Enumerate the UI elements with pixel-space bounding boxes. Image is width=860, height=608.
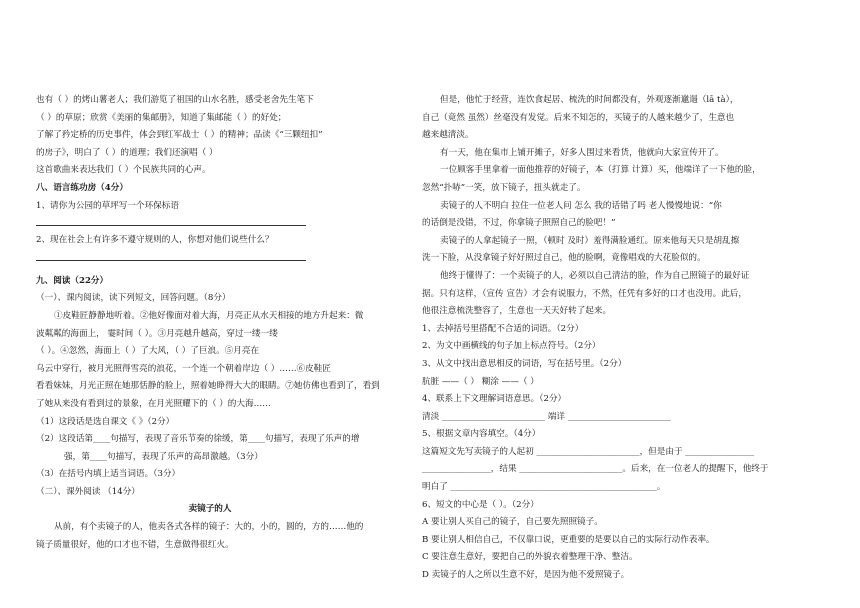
text-line: （1）这段话是选自课文《 》（2分） <box>36 416 175 427</box>
text-line: 他终于懂得了：一个卖镜子的人，必须以自己清洁的脸，作为自己照镜子的最好证 <box>440 270 750 281</box>
text-line: 了她从来没有看到过的景象，在月光照耀下的（ ）的大海…… <box>36 398 271 409</box>
text-line: 明白了 ________________________________________________。 <box>422 482 666 493</box>
text-line: 的房子》，明白了（ ）的道理；我们还演唱（ ） <box>36 147 218 158</box>
text-line: （一）、课内阅读，读下列短文，回答问题。（8分） <box>36 293 231 304</box>
text-line: 强，第____句描写，表现了乐声的高昂激越。（3分） <box>64 451 263 462</box>
text-line: 这篇短文先写卖镜子的人起初 ________________________，但是由于 ________________ <box>422 446 755 457</box>
text-line: 但是，他忙于经营，连饮食起居、梳洗的时间都没有，外观逐渐邋遢（lā tà）， <box>440 95 739 105</box>
text-line: 1、去掉括号里搭配不合适的词语。（2分） <box>422 323 584 334</box>
text-line: （2）这段话第____句描写，表现了音乐节奏的徐缓，第____句描写，表现了乐声的增 <box>36 434 360 445</box>
text-line: 了解了矜定桥的历史事件，体会到红军战士（ ）的精神；品读《“三颗纽扣” <box>36 130 323 141</box>
section-heading: 九、阅读（22分） <box>36 275 109 286</box>
text-line: ________________，结果 ________________________。后来，在一位老人的提醒下，他终于 <box>422 464 769 475</box>
text-line: 5、根据文章内容填空。（4分） <box>422 429 541 440</box>
text-line: 6、短文的中心是（ ）。（2分） <box>422 499 539 510</box>
text-line: （ ）的草原；欣赏《美丽的集邮册》，知道了集邮能（ ）的好处； <box>36 112 287 123</box>
text-line: （二）、课外阅读 （14分） <box>36 486 140 497</box>
text-line: （ ）。④忽然，海面上（ ）了大风，（ ）了巨浪。⑤月亮在 <box>36 346 260 357</box>
text-line: 洗一下脸，从没拿镜子好好照过自己，他的脸啊，竟像唱戏的大花脸似的。 <box>422 253 706 264</box>
text-line: （3）在括号内填上适当词语。（3分） <box>36 469 181 480</box>
text-line: 有一天，他在集市上铺开摊子，好多人围过来看货，他就向大家宣传开了。 <box>440 147 724 158</box>
text-line: 看看妹妹，月光正照在她那恬静的脸上，照着她睁得大大的眼睛。⑦她仿佛也看到了，看到 <box>36 381 380 392</box>
text-line: A 要让别人买自己的镜子，自己要先照照镜子。 <box>422 517 603 528</box>
answer-line <box>36 215 306 226</box>
answer-line <box>36 250 306 261</box>
text-line: 镜子质量很好，他的口才也不错，生意做得很红火。 <box>36 539 234 550</box>
text-line: 从前，有个卖镜子的人，他卖各式各样的镜子：大的，小的，圆的，方的……他的 <box>54 522 364 533</box>
text-line: 卖镜子的人不明白 拉住一位老人问 怎么 我的话错了吗 老人慢慢地说：“你 <box>440 200 722 211</box>
right-column <box>422 92 778 585</box>
text-line: 忽然“扑哧”一笑，放下镜子，扭头就走了。 <box>422 182 586 193</box>
text-line: 2、现在社会上有许多不遵守规则的人，你想对他们说些什么？ <box>36 235 274 246</box>
section-heading: 八、语言练功房（4分） <box>36 182 128 193</box>
text-line: 据。只有这样，（宣传 宣告）才会有说服力，不然，任凭有多好的口才也没用。此后， <box>422 288 747 299</box>
text-line: 卖镜子的人拿起镜子一照，（顿时 及时）羞得满脸通红。原来他每天只是胡乱擦 <box>440 235 740 246</box>
text-line: 这首歌曲来表达我们（ ）个民族共同的心声。 <box>36 165 211 176</box>
text-line: ①皮鞋匠静静地听着。②他好像面对着大海，月亮正从水天相接的地方升起来：微 <box>54 310 364 321</box>
text-line: 一位顾客手里拿着一面他推荐的好镜子，本（打算 计算）买，他端详了一下他的脸， <box>440 165 761 176</box>
text-line: C 要注意生意好，要把自己的外貌衣着整理干净、整洁。 <box>422 552 638 563</box>
text-line: 的话倒是没错，不过，你拿镜子照照自己的脸吧！” <box>422 218 616 229</box>
text-line: 波粼粼的海面上， 霎时间（ ）。③月亮越升越高，穿过一缕一缕 <box>36 328 278 339</box>
text-line: 4、联系上下文理解词语意思。（2分） <box>422 394 567 405</box>
text-line: 清淡 ________________________ 端详 ________________________ <box>422 411 671 422</box>
left-column <box>36 92 384 554</box>
text-line: 越来越清淡。 <box>422 130 474 141</box>
text-line: 也有（ ）的烤山薯老人；我们游览了祖国的山水名胜，感受老舍先生笔下 <box>36 95 314 105</box>
text-line: 自己（竟然 虽然）丝毫没有发觉。后来不知怎的，买镜子的人越来越少了，生意也 <box>422 112 735 123</box>
text-line: 1、请你为公园的草坪写一个环保标语 <box>36 200 179 211</box>
text-line: 3、从文中找出意思相反的词语，写在括号里。（2分） <box>422 358 627 369</box>
text-line: 乌云中穿行，被月光照得雪亮的浪花，一个连一个朝着岸边（ ）……⑥皮鞋匠 <box>36 363 331 374</box>
text-line: 2、为文中画横线的句子加上标点符号。（2分） <box>422 341 601 352</box>
text-line: D 卖镜子的人之所以生意不好，是因为他不爱照镜子。 <box>422 570 630 581</box>
passage-title: 卖镜子的人 <box>188 504 232 515</box>
text-line: B 要让别人相信自己，不仅靠口说，更重要的是要以自己的实际行动作表率。 <box>422 534 715 545</box>
text-line: 肮脏 ——（ ） 糊涂 ——（ ） <box>422 376 539 387</box>
text-line: 他很注意梳洗整容了，生意也一天天好转了起来。 <box>422 306 612 317</box>
